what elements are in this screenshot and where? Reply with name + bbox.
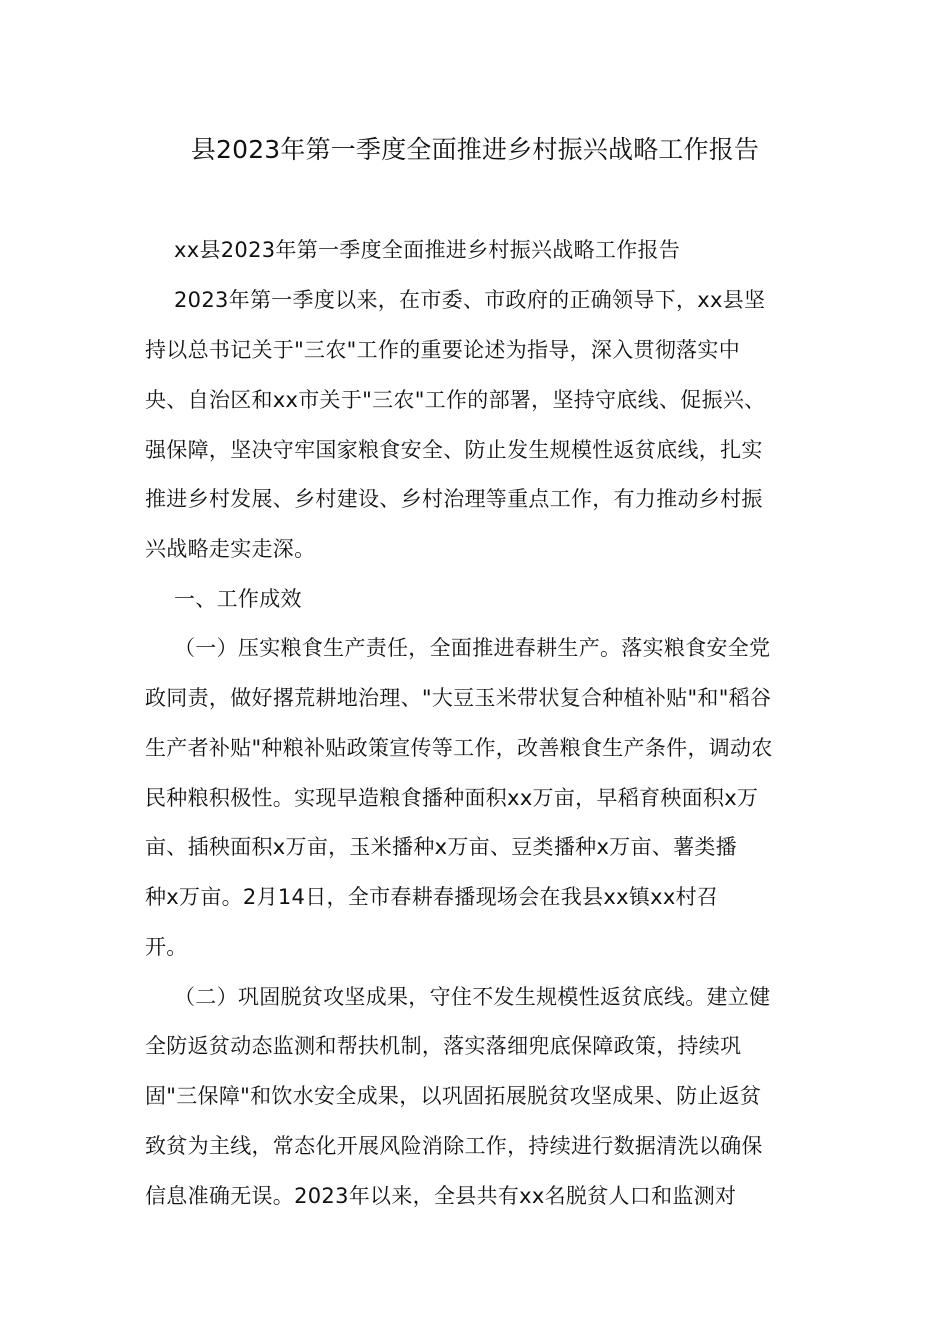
- paragraph-line: 生产者补贴"种粮补贴政策宣传等工作，改善粮食生产条件，调动农: [145, 736, 773, 760]
- paragraph-line: 兴战略走实走深。: [145, 537, 316, 561]
- paragraph-line: 强保障，坚决守牢国家粮食安全、防止发生规模性返贫底线，扎实: [145, 438, 763, 462]
- paragraph-line: 2023年第一季度以来，在市委、市政府的正确领导下，xx县坚: [174, 288, 766, 312]
- paragraph-line: 政同责，做好撂荒耕地治理、"大豆玉米带状复合种植补贴"和"稻谷: [145, 686, 772, 710]
- subsection-heading-line: （二）巩固脱贫攻坚成果，守住不发生规模性返贫底线。建立健: [174, 985, 771, 1009]
- subtitle-line: xx县2023年第一季度全面推进乡村振兴战略工作报告: [174, 238, 681, 262]
- paragraph-line: 信息准确无误。2023年以来，全县共有xx名脱贫人口和监测对: [145, 1184, 737, 1208]
- paragraph-line: 种x万亩。2月14日，全市春耕春播现场会在我县xx镇xx村召: [145, 885, 719, 909]
- paragraph-line: 固"三保障"和饮水安全成果，以巩固拓展脱贫攻坚成果、防止返贫: [145, 1084, 762, 1108]
- document-title: 县2023年第一季度全面推进乡村振兴战略工作报告: [190, 135, 760, 164]
- paragraph-line: 开。: [145, 935, 188, 959]
- paragraph-line: 致贫为主线，常态化开展风险消除工作，持续进行数据清洗以确保: [145, 1134, 763, 1158]
- paragraph-line: 民种粮积极性。实现早造粮食播种面积xx万亩，早稻育秧面积x万: [145, 786, 759, 810]
- paragraph-line: 推进乡村发展、乡村建设、乡村治理等重点工作，有力推动乡村振: [145, 487, 763, 511]
- section-heading: 一、工作成效: [174, 587, 302, 611]
- paragraph-line: 亩、插秧面积x万亩，玉米播种x万亩、豆类播种x万亩、薯类播: [145, 835, 737, 859]
- paragraph-line: 全防返贫动态监测和帮扶机制，落实落细兜底保障政策，持续巩: [145, 1034, 742, 1058]
- paragraph-line: 央、自治区和xx市关于"三农"工作的部署，坚持守底线、促振兴、: [145, 388, 766, 412]
- subsection-heading-line: （一）压实粮食生产责任，全面推进春耕生产。落实粮食安全党: [174, 636, 771, 660]
- paragraph-line: 持以总书记关于"三农"工作的重要论述为指导，深入贯彻落实中: [145, 338, 741, 362]
